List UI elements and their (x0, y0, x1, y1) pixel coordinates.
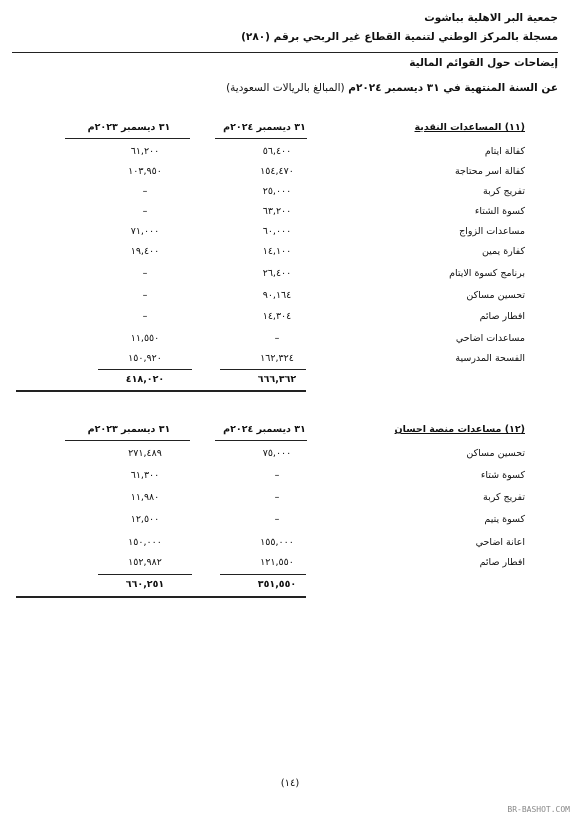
col-2023-header-rule (65, 440, 190, 441)
section-12-total-2023: ٦٦٠,٢٥١ (125, 579, 165, 590)
header-rule (12, 52, 558, 53)
page-number: (١٤) (280, 778, 300, 789)
section-11-total-2024: ٦٦٦,٣٦٢ (257, 374, 297, 385)
table-row: كفالة ايتام ٥٦,٤٠٠ ٦١,٢٠٠ (130, 146, 525, 157)
table-row: كفارة يمين ١٤,١٠٠ ١٩,٤٠٠ (130, 246, 525, 257)
period-text: عن السنة المنتهية في ٣١ ديسمبر ٢٠٢٤م (348, 82, 558, 94)
table-row: برنامج كسوة الايتام ٢٦,٤٠٠ – (142, 268, 525, 279)
section-11-total-2023: ٤١٨,٠٢٠ (125, 374, 165, 385)
section-11-header (0, 122, 580, 142)
col-2023-header: ٣١ ديسمبر ٢٠٢٣م (87, 122, 171, 133)
section-12-title: (١٢) مساعدات منصة احسان (394, 424, 525, 435)
table-row: كسوة يتيم – ١٢,٥٠٠ (130, 514, 525, 525)
table-row: افطار صائم ١٢١,٥٥٠ ١٥٢,٩٨٢ (128, 557, 525, 568)
section-12-header (0, 424, 580, 444)
subtotal-rule-2023 (98, 574, 192, 575)
col-2024-header: ٣١ ديسمبر ٢٠٢٤م (223, 424, 306, 435)
table-row: تفريج كربة – ١١,٩٨٠ (130, 492, 525, 503)
col-2023-header-rule (65, 138, 190, 139)
table-row: كسوة الشتاء ٦٣,٢٠٠ – (142, 206, 525, 217)
col-2023-header: ٣١ ديسمبر ٢٠٢٣م (87, 424, 171, 435)
table-row: تفريج كربة ٢٥,٠٠٠ – (142, 186, 525, 197)
subtotal-rule-2024 (220, 574, 306, 575)
section-11-total-double-rule (16, 390, 306, 392)
section-12-total-double-rule (16, 596, 306, 598)
col-2024-header-rule (215, 138, 307, 139)
registration-line: مسجلة بالمركز الوطني لتنمية القطاع غير الربحي برقم (٢٨٠) (241, 31, 558, 43)
table-row: اعانة اضاحي ١٥٥,٠٠٠ ١٥٠,٠٠٠ (128, 537, 525, 548)
subtotal-rule-2024 (220, 369, 306, 370)
section-12-total-2024: ٣٥١,٥٥٠ (257, 579, 297, 590)
table-row: الفسحة المدرسية ١٦٢,٣٢٤ ١٥٠,٩٢٠ (128, 353, 525, 364)
table-row: افطار صائم ١٤,٣٠٤ – (142, 311, 525, 322)
table-row: مساعدات الزواج ٦٠,٠٠٠ ٧١,٠٠٠ (130, 226, 525, 237)
table-row: تحسين مساكن ٧٥,٠٠٠ ٢٧١,٤٨٩ (128, 448, 525, 459)
subtotal-rule-2023 (98, 369, 192, 370)
currency-note: (المبالغ بالريالات السعودية) (226, 82, 345, 94)
col-2024-header-rule (215, 440, 307, 441)
col-2024-header: ٣١ ديسمبر ٢٠٢٤م (223, 122, 306, 133)
table-row: كسوة شتاء – ٦١,٣٠٠ (130, 470, 525, 481)
org-name: جمعية البر الاهلية بباشوت (424, 12, 558, 24)
table-row: تحسين مساكن ٩٠,١٦٤ – (142, 290, 525, 301)
watermark: BR-BASHOT.COM (507, 805, 570, 814)
table-row: كفالة اسر محتاجة ١٥٤,٤٧٠ ١٠٣,٩٥٠ (128, 166, 525, 177)
period-line (226, 82, 558, 94)
section-11-title: (١١) المساعدات النقدية (414, 122, 525, 133)
table-row: مساعدات اضاحي – ١١,٥٥٠ (130, 333, 525, 344)
notes-title: إيضاحات حول القوائم المالية (409, 57, 558, 69)
